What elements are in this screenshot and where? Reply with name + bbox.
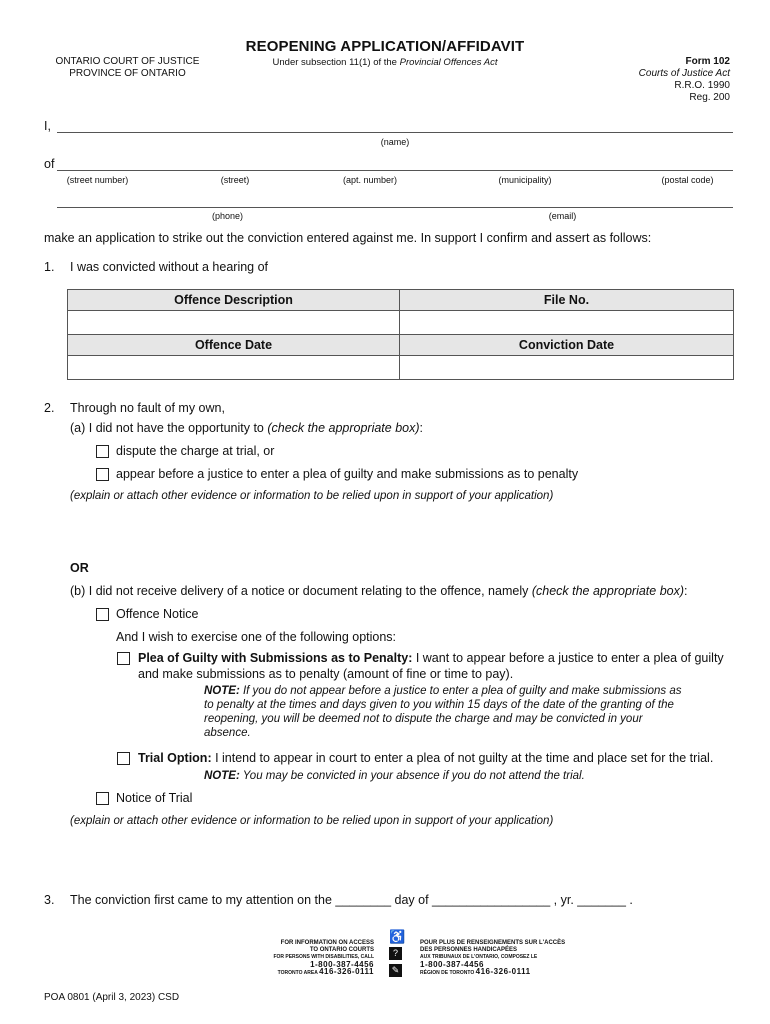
file-no-cell[interactable] (400, 311, 734, 335)
item1-text: I was convicted without a hearing of (70, 260, 269, 274)
hearing-icon: ? (389, 947, 402, 960)
email-caption: (email) (548, 211, 577, 221)
appear-checkbox[interactable] (96, 468, 109, 481)
form-title: REOPENING APPLICATION/AFFIDAVIT (245, 38, 525, 55)
trial-option-checkbox[interactable] (117, 752, 130, 765)
form-act: Courts of Justice Act (638, 68, 730, 79)
of-label: of (44, 157, 55, 171)
offence-notice-label: Offence Notice (116, 607, 199, 621)
offence-table (67, 289, 734, 380)
apt-caption: (apt. number) (342, 175, 398, 185)
accessibility-french: POUR PLUS DE RENSEIGNEMENTS SUR L'ACCÈS DES PERSONNES HANDICAPÉES AUX TRIBUNAUX DE L'ONTARIO, COMPOSEZ LE 1-800-387-4456 RÉGION DE TORONTO 416-326-0111 (420, 940, 566, 976)
form-number: Form 102 (685, 56, 730, 67)
street-number-caption: (street number) (66, 175, 129, 185)
item2-text: Through no fault of my own, (70, 401, 225, 415)
offence-description-cell[interactable] (68, 311, 400, 335)
wheelchair-icon: ♿ (389, 929, 406, 944)
plea-guilty-line2: and make submissions as to penalty (amount of fine or time to pay). (138, 667, 514, 681)
appear-label: appear before a justice to enter a plea of guilty and make submissions as to penalty (116, 467, 579, 481)
plea-note: NOTE: If you do not appear before a justice to enter a plea of guilty and make submissions as to penalty at the times and days given to you within 15 days of the date of the granting of the reopening, you will be deemed not to dispute the charge and may be convicted in your absence. (204, 685, 682, 739)
offence-notice-checkbox[interactable] (96, 608, 109, 621)
offence-date-cell[interactable] (68, 356, 400, 380)
dispute-checkbox[interactable] (96, 445, 109, 458)
form-footer-code: POA 0801 (April 3, 2023) CSD (44, 992, 180, 1003)
phone-caption: (phone) (211, 211, 244, 221)
item2-number: 2. (44, 401, 55, 415)
or-label: OR (70, 561, 89, 575)
name-field[interactable] (57, 132, 733, 133)
address-field[interactable] (57, 170, 733, 171)
conviction-date-cell[interactable] (400, 356, 734, 380)
form-subtitle: Under subsection 11(1) of the Provincial Offences Act (272, 57, 498, 68)
name-caption: (name) (380, 137, 410, 147)
item3-text: The conviction first came to my attention on the ________ day of _________________ , yr. _______ . (70, 893, 633, 907)
explain-text-a: (explain or attach other evidence or information to be relied upon in support of your application) (70, 490, 554, 502)
trial-option-line: Trial Option: I intend to appear in court to enter a plea of not guilty at the time and place set for the trial. (138, 751, 714, 765)
file-no-header: File No. (400, 290, 734, 311)
form-reg: Reg. 200 (689, 92, 730, 103)
court-line1: ONTARIO COURT OF JUSTICE (55, 56, 200, 67)
plea-guilty-line1: Plea of Guilty with Submissions as to Penalty: I want to appear before a justice to enter a plea of guilty (138, 651, 724, 665)
explain-text-b: (explain or attach other evidence or information to be relied upon in support of your application) (70, 815, 554, 827)
item2b-text: (b) I did not receive delivery of a notice or document relating to the offence, namely (check the appropriate box): (70, 584, 688, 598)
notice-of-trial-checkbox[interactable] (96, 792, 109, 805)
municipality-caption: (municipality) (498, 175, 552, 185)
i-label: I, (44, 119, 51, 133)
item2a-text: (a) I did not have the opportunity to (check the appropriate box): (70, 421, 424, 435)
court-line2: PROVINCE OF ONTARIO (69, 68, 186, 79)
postal-caption: (postal code) (661, 175, 714, 185)
trial-note: NOTE: You may be convicted in your absence if you do not attend the trial. (204, 770, 585, 782)
offence-date-header: Offence Date (68, 335, 400, 356)
intro-text: make an application to strike out the conviction entered against me. In support I confirm and assert as follows: (44, 231, 652, 245)
dispute-label: dispute the charge at trial, or (116, 444, 275, 458)
plea-guilty-checkbox[interactable] (117, 652, 130, 665)
conviction-date-header: Conviction Date (400, 335, 734, 356)
street-caption: (street) (220, 175, 250, 185)
accessibility-english: FOR INFORMATION ON ACCESS TO ONTARIO COURTS FOR PERSONS WITH DISABILITIES, CALL 1-800-387-4456 TORONTO AREA 416-326-0111 (273, 940, 374, 976)
accessibility-icons (389, 929, 406, 981)
notice-of-trial-label: Notice of Trial (116, 791, 193, 805)
vision-icon: ✎ (389, 964, 402, 977)
form-rro: R.R.O. 1990 (674, 80, 730, 91)
item3-number: 3. (44, 893, 55, 907)
offence-description-header: Offence Description (68, 290, 400, 311)
phone-email-field[interactable] (57, 207, 733, 208)
item1-number: 1. (44, 260, 55, 274)
form-reference (639, 56, 730, 104)
wish-text: And I wish to exercise one of the following options: (116, 630, 397, 644)
